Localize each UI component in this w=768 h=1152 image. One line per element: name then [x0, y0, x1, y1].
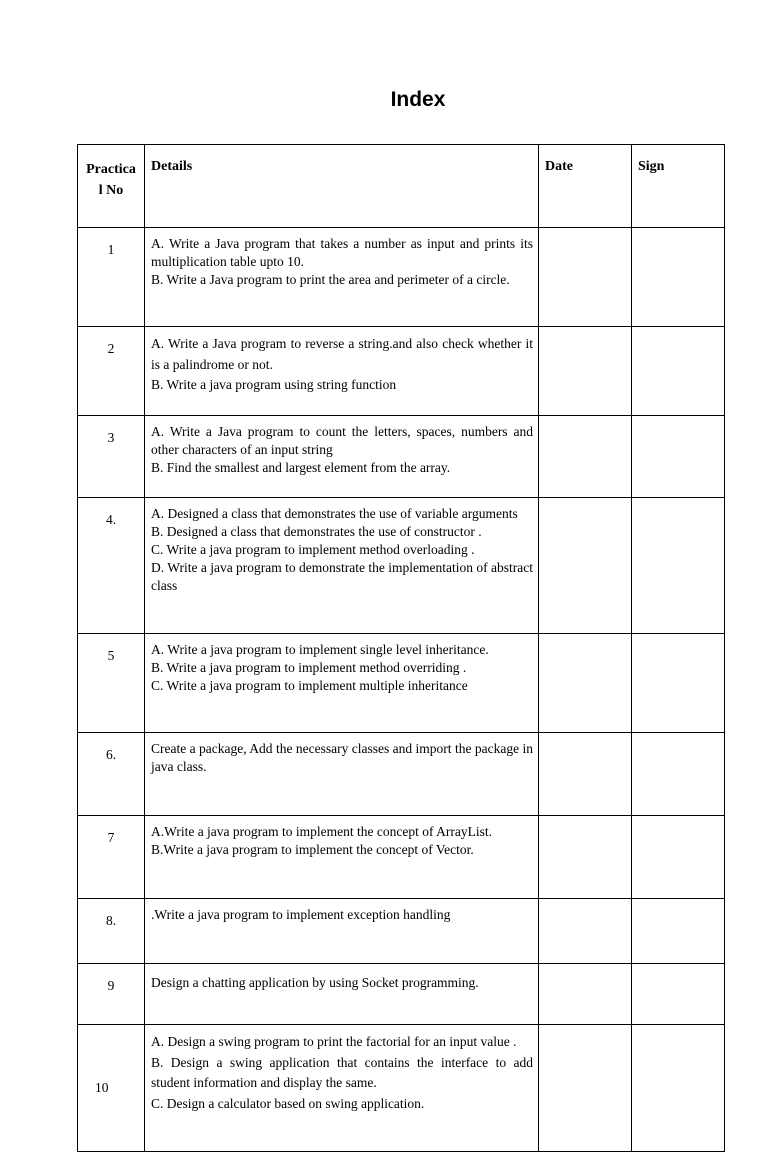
detail-line: A. Write a Java program that takes a number as input and prints its multiplication table upto 10. — [151, 236, 533, 269]
header-sign: Sign — [632, 145, 725, 228]
detail-line: .Write a java program to implement exception handling — [151, 907, 451, 922]
table-row — [78, 228, 725, 327]
table-row — [78, 416, 725, 498]
detail-line: D. Write a java program to demonstrate the implementation of abstract class — [151, 560, 533, 593]
detail-line: B.Write a java program to implement the concept of Vector. — [151, 842, 474, 857]
table-row — [78, 327, 725, 416]
detail-line: C. Write a java program to implement multiple inheritance — [151, 678, 468, 693]
header-details: Details — [145, 145, 539, 228]
detail-line: B. Designed a class that demonstrates the use of constructor . — [151, 524, 482, 539]
detail-line: A. Design a swing program to print the factorial for an input value . — [151, 1034, 517, 1049]
sign-cell — [632, 327, 725, 416]
detail-line: Design a chatting application by using Socket programming. — [151, 975, 479, 990]
practical-number: 6. — [78, 733, 145, 816]
practical-number: 3 — [78, 416, 145, 498]
practical-number: 8. — [78, 899, 145, 964]
date-cell — [539, 327, 632, 416]
practical-number: 9 — [78, 964, 145, 1025]
detail-line: B. Write a java program using string function — [151, 377, 397, 392]
date-cell — [539, 733, 632, 816]
table-row — [78, 816, 725, 899]
index-table — [77, 144, 725, 1152]
detail-line: C. Design a calculator based on swing application. — [151, 1095, 425, 1111]
detail-line: A. Write a Java program to count the letters, spaces, numbers and other characters of an input string — [151, 424, 533, 457]
practical-number: 10 — [78, 1025, 145, 1152]
detail-line: A. Designed a class that demonstrates the use of variable arguments — [151, 506, 518, 521]
sign-cell — [632, 899, 725, 964]
practical-details — [145, 816, 539, 899]
detail-line: A. Write a Java program to reverse a string.and also check whether it is a palindrome or not. — [151, 336, 533, 372]
practical-details — [145, 899, 539, 964]
detail-line: A. Write a java program to implement single level inheritance. — [151, 642, 489, 657]
practical-details — [145, 964, 539, 1025]
index-table-wrapper — [77, 144, 725, 1152]
sign-cell — [632, 416, 725, 498]
detail-line: B. Write a Java program to print the area and perimeter of a circle. — [151, 272, 510, 287]
sign-cell — [632, 964, 725, 1025]
practical-details — [145, 228, 539, 327]
practical-details — [145, 634, 539, 733]
detail-line: A.Write a java program to implement the concept of ArrayList. — [151, 824, 492, 839]
table-row — [78, 733, 725, 816]
header-date: Date — [539, 145, 632, 228]
table-row — [78, 964, 725, 1025]
date-cell — [539, 964, 632, 1025]
header-practical-no-line2: l No — [98, 183, 124, 198]
practical-number: 5 — [78, 634, 145, 733]
practical-details — [145, 498, 539, 634]
detail-line: B. Write a java program to implement method overriding . — [151, 660, 467, 675]
date-cell — [539, 228, 632, 327]
practical-number: 1 — [78, 228, 145, 327]
header-practical-no-line1: Practica — [86, 162, 136, 177]
sign-cell — [632, 733, 725, 816]
sign-cell — [632, 228, 725, 327]
detail-line: B. Design a swing application that contains the interface to add student information and display the same. — [151, 1054, 533, 1090]
detail-line: C. Write a java program to implement method overloading . — [151, 542, 475, 557]
table-row — [78, 1025, 725, 1152]
sign-cell — [632, 498, 725, 634]
practical-number: 4. — [78, 498, 145, 634]
sign-cell — [632, 816, 725, 899]
date-cell — [539, 1025, 632, 1152]
practical-details — [145, 327, 539, 416]
practical-details — [145, 733, 539, 816]
date-cell — [539, 498, 632, 634]
page-title: Index — [390, 88, 446, 111]
date-cell — [539, 416, 632, 498]
practical-number: 7 — [78, 816, 145, 899]
sign-cell — [632, 634, 725, 733]
practical-details — [145, 1025, 539, 1152]
date-cell — [539, 816, 632, 899]
sign-cell — [632, 1025, 725, 1152]
table-row — [78, 634, 725, 733]
header-practical-no — [78, 145, 145, 228]
detail-line: B. Find the smallest and largest element from the array. — [151, 460, 451, 475]
practical-details — [145, 416, 539, 498]
date-cell — [539, 634, 632, 733]
date-cell — [539, 899, 632, 964]
practical-number: 2 — [78, 327, 145, 416]
detail-line: Create a package, Add the necessary classes and import the package in java class. — [151, 741, 533, 774]
header-row — [78, 145, 725, 228]
table-row — [78, 899, 725, 964]
table-row — [78, 498, 725, 634]
